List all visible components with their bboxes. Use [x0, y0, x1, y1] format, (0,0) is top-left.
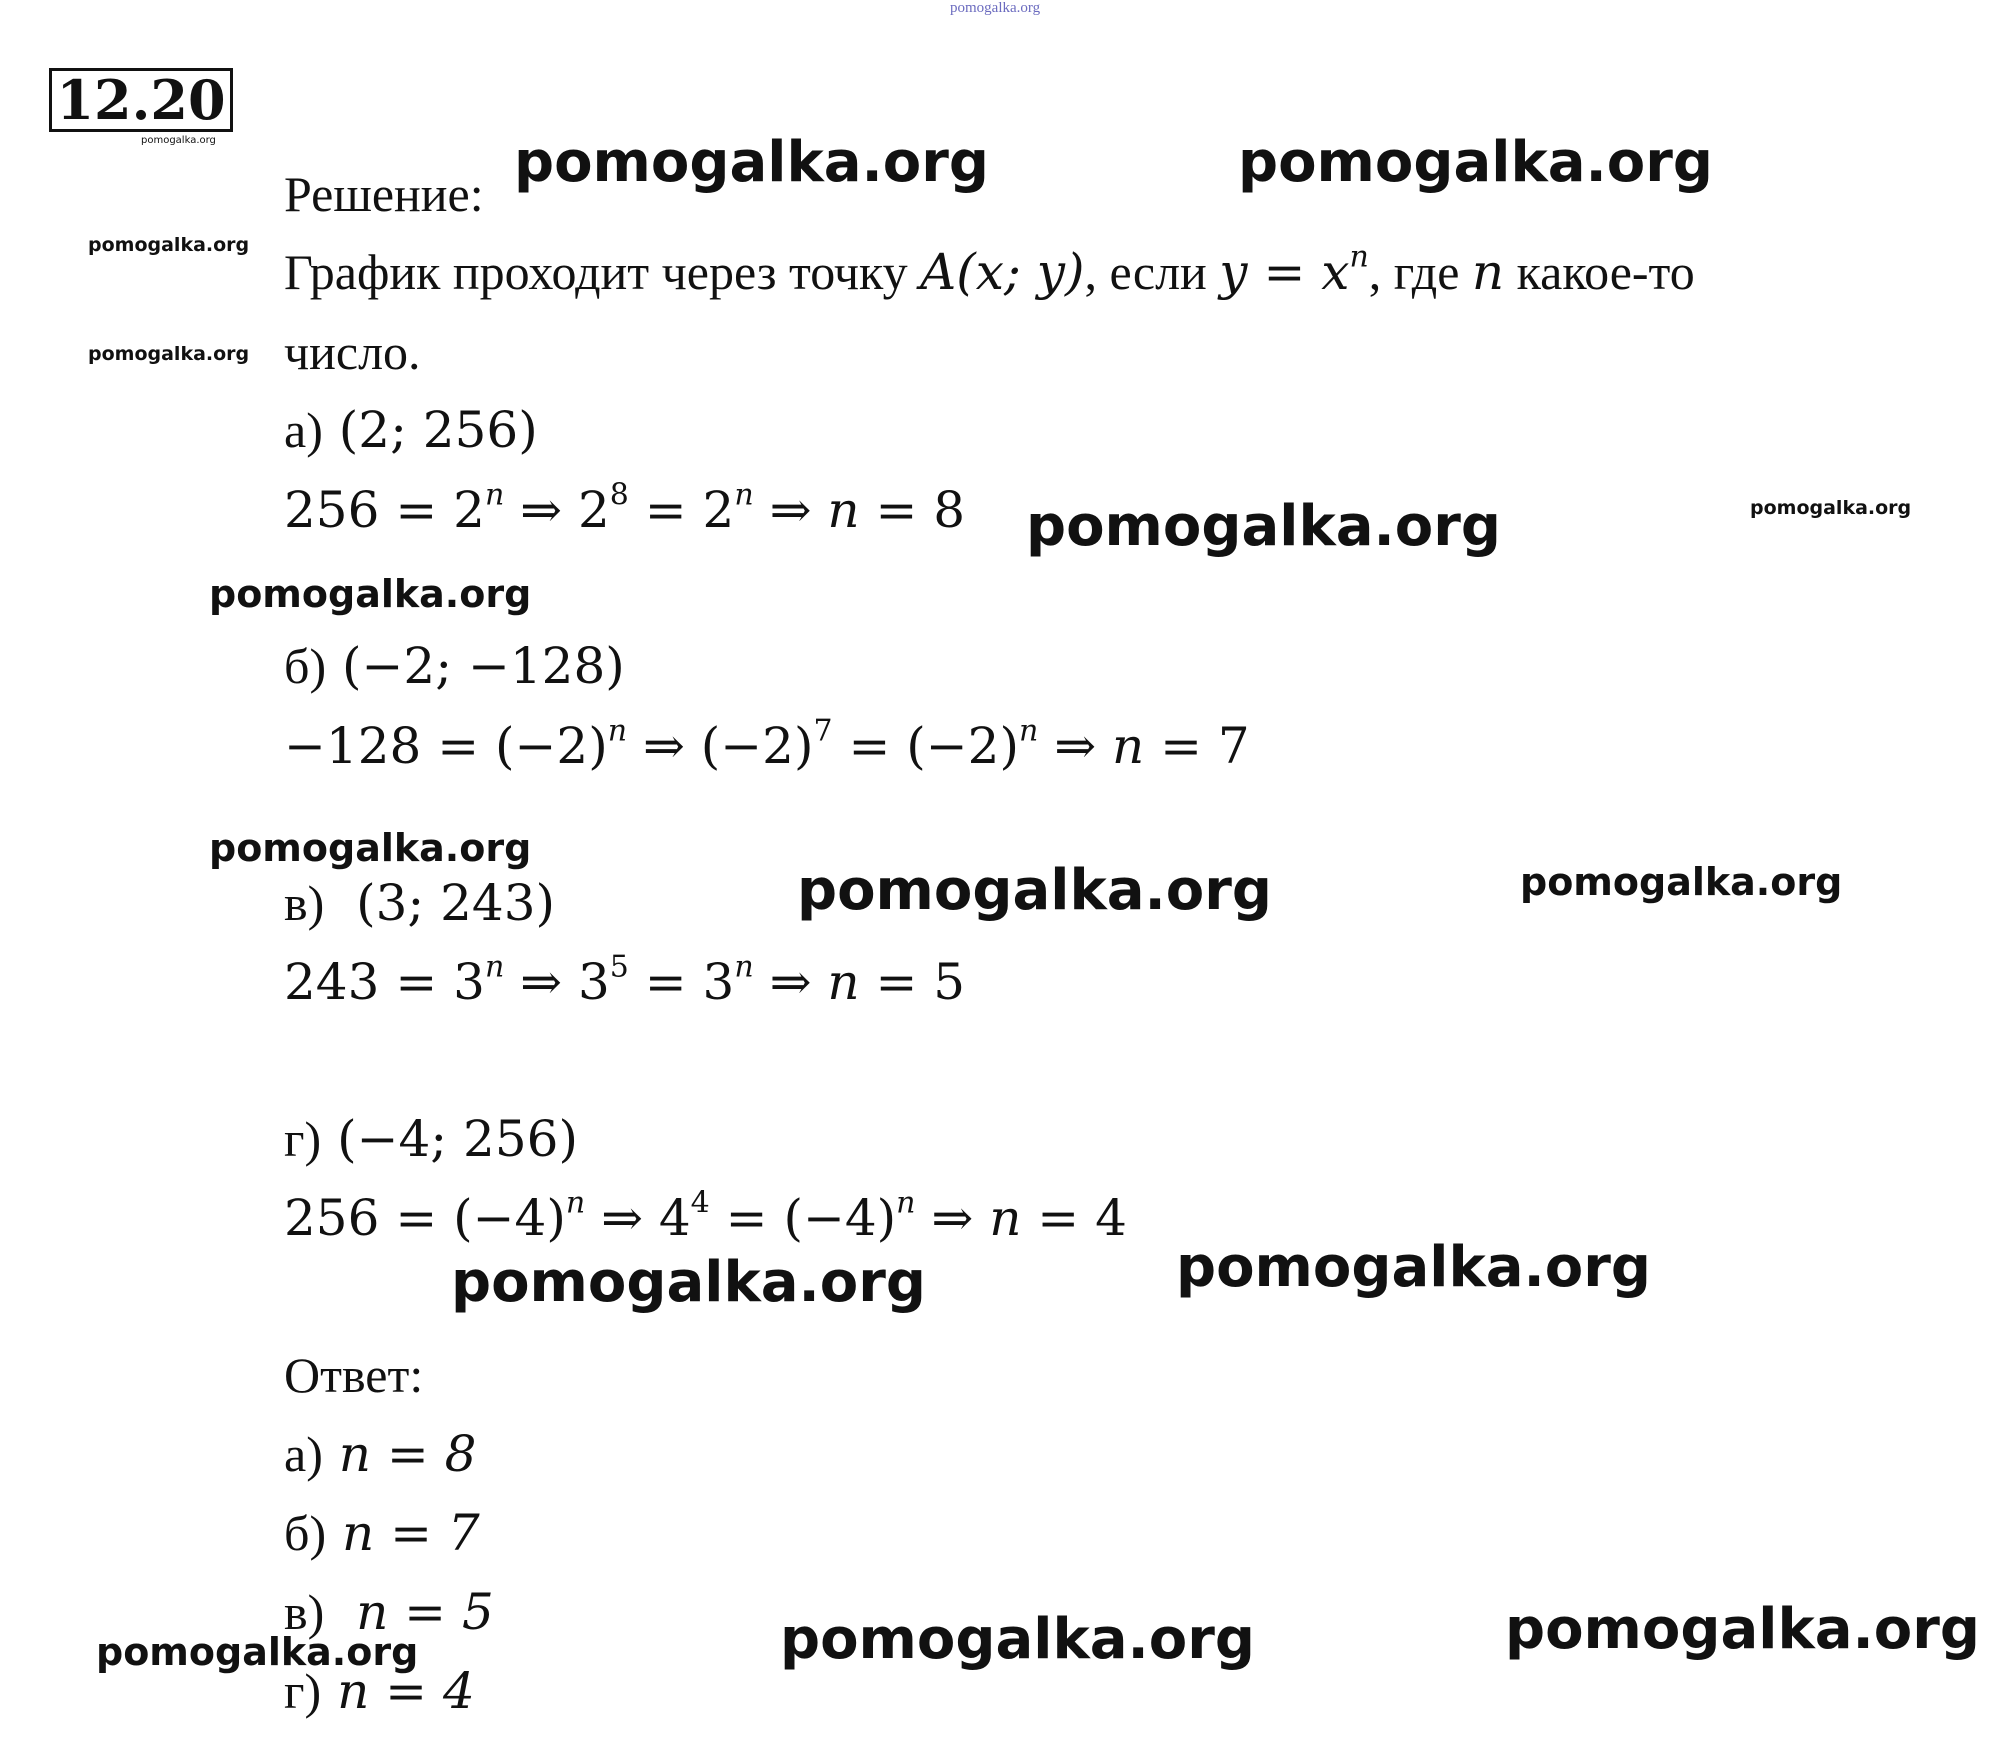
- intro-n: n: [1471, 243, 1505, 301]
- watermark-9: pomogalka.org: [797, 858, 1272, 923]
- watermark-4: pomogalka.org: [88, 343, 250, 365]
- part-b-header: б) (−2; −128): [284, 637, 625, 695]
- watermark-14: pomogalka.org: [780, 1607, 1255, 1672]
- answer-b: б) n = 7: [284, 1504, 480, 1562]
- intro-text-1: График проходит через точку: [284, 244, 921, 300]
- part-a-equation: $256 = 2^n$ ⇒ $2^8 = 2^n$ ⇒ n = 8: [284, 477, 966, 539]
- problem-number: 12.20: [49, 68, 233, 132]
- watermark-5: pomogalka.org: [1026, 494, 1501, 559]
- part-v-header: в) (3; 243): [284, 874, 556, 932]
- intro-text-3: , где: [1368, 244, 1472, 300]
- watermark-tiny: pomogalka.org: [141, 135, 216, 146]
- intro-line: [284, 239, 1695, 302]
- intro-text-2: , если: [1084, 244, 1220, 300]
- watermark-7: pomogalka.org: [209, 572, 532, 616]
- watermark-12: pomogalka.org: [1176, 1235, 1651, 1300]
- solution-heading: Решение:: [284, 166, 484, 222]
- answer-v: в) n = 5: [284, 1583, 494, 1641]
- watermark-3: pomogalka.org: [88, 234, 250, 256]
- watermark-13: pomogalka.org: [96, 1630, 419, 1674]
- part-g-equation: $256 = (-4)^n$ ⇒ $4^4 = (-4)^n$ ⇒ n = 4: [284, 1185, 1127, 1247]
- watermark-1: pomogalka.org: [514, 130, 989, 195]
- part-b-equation: $-128 = (-2)^n$ ⇒ $(-2)^7 = (-2)^n$ ⇒ n = 7: [284, 713, 1250, 775]
- answer-g: г) n = 4: [284, 1662, 475, 1720]
- watermark-6: pomogalka.org: [1750, 497, 1912, 519]
- intro-formula: $y = x^n$: [1219, 239, 1369, 301]
- watermark-15: pomogalka.org: [1505, 1597, 1980, 1662]
- answer-heading: Ответ:: [284, 1347, 424, 1403]
- part-v-equation: $243 = 3^n$ ⇒ $3^5 = 3^n$ ⇒ n = 5: [284, 949, 966, 1011]
- intro-text-4: какое-то: [1504, 244, 1695, 300]
- watermark-2: pomogalka.org: [1238, 130, 1713, 195]
- part-g-header: г) (−4; 256): [284, 1110, 578, 1168]
- watermark-8: pomogalka.org: [209, 826, 532, 870]
- intro-line-2: число.: [284, 324, 421, 380]
- watermark-10: pomogalka.org: [1520, 860, 1843, 904]
- answer-a: а) n = 8: [284, 1425, 477, 1483]
- watermark-11: pomogalka.org: [451, 1250, 926, 1315]
- part-a-header: а) (2; 256): [284, 401, 538, 459]
- watermark-top: pomogalka.org: [950, 0, 1041, 16]
- intro-point: A(x; y): [920, 243, 1085, 301]
